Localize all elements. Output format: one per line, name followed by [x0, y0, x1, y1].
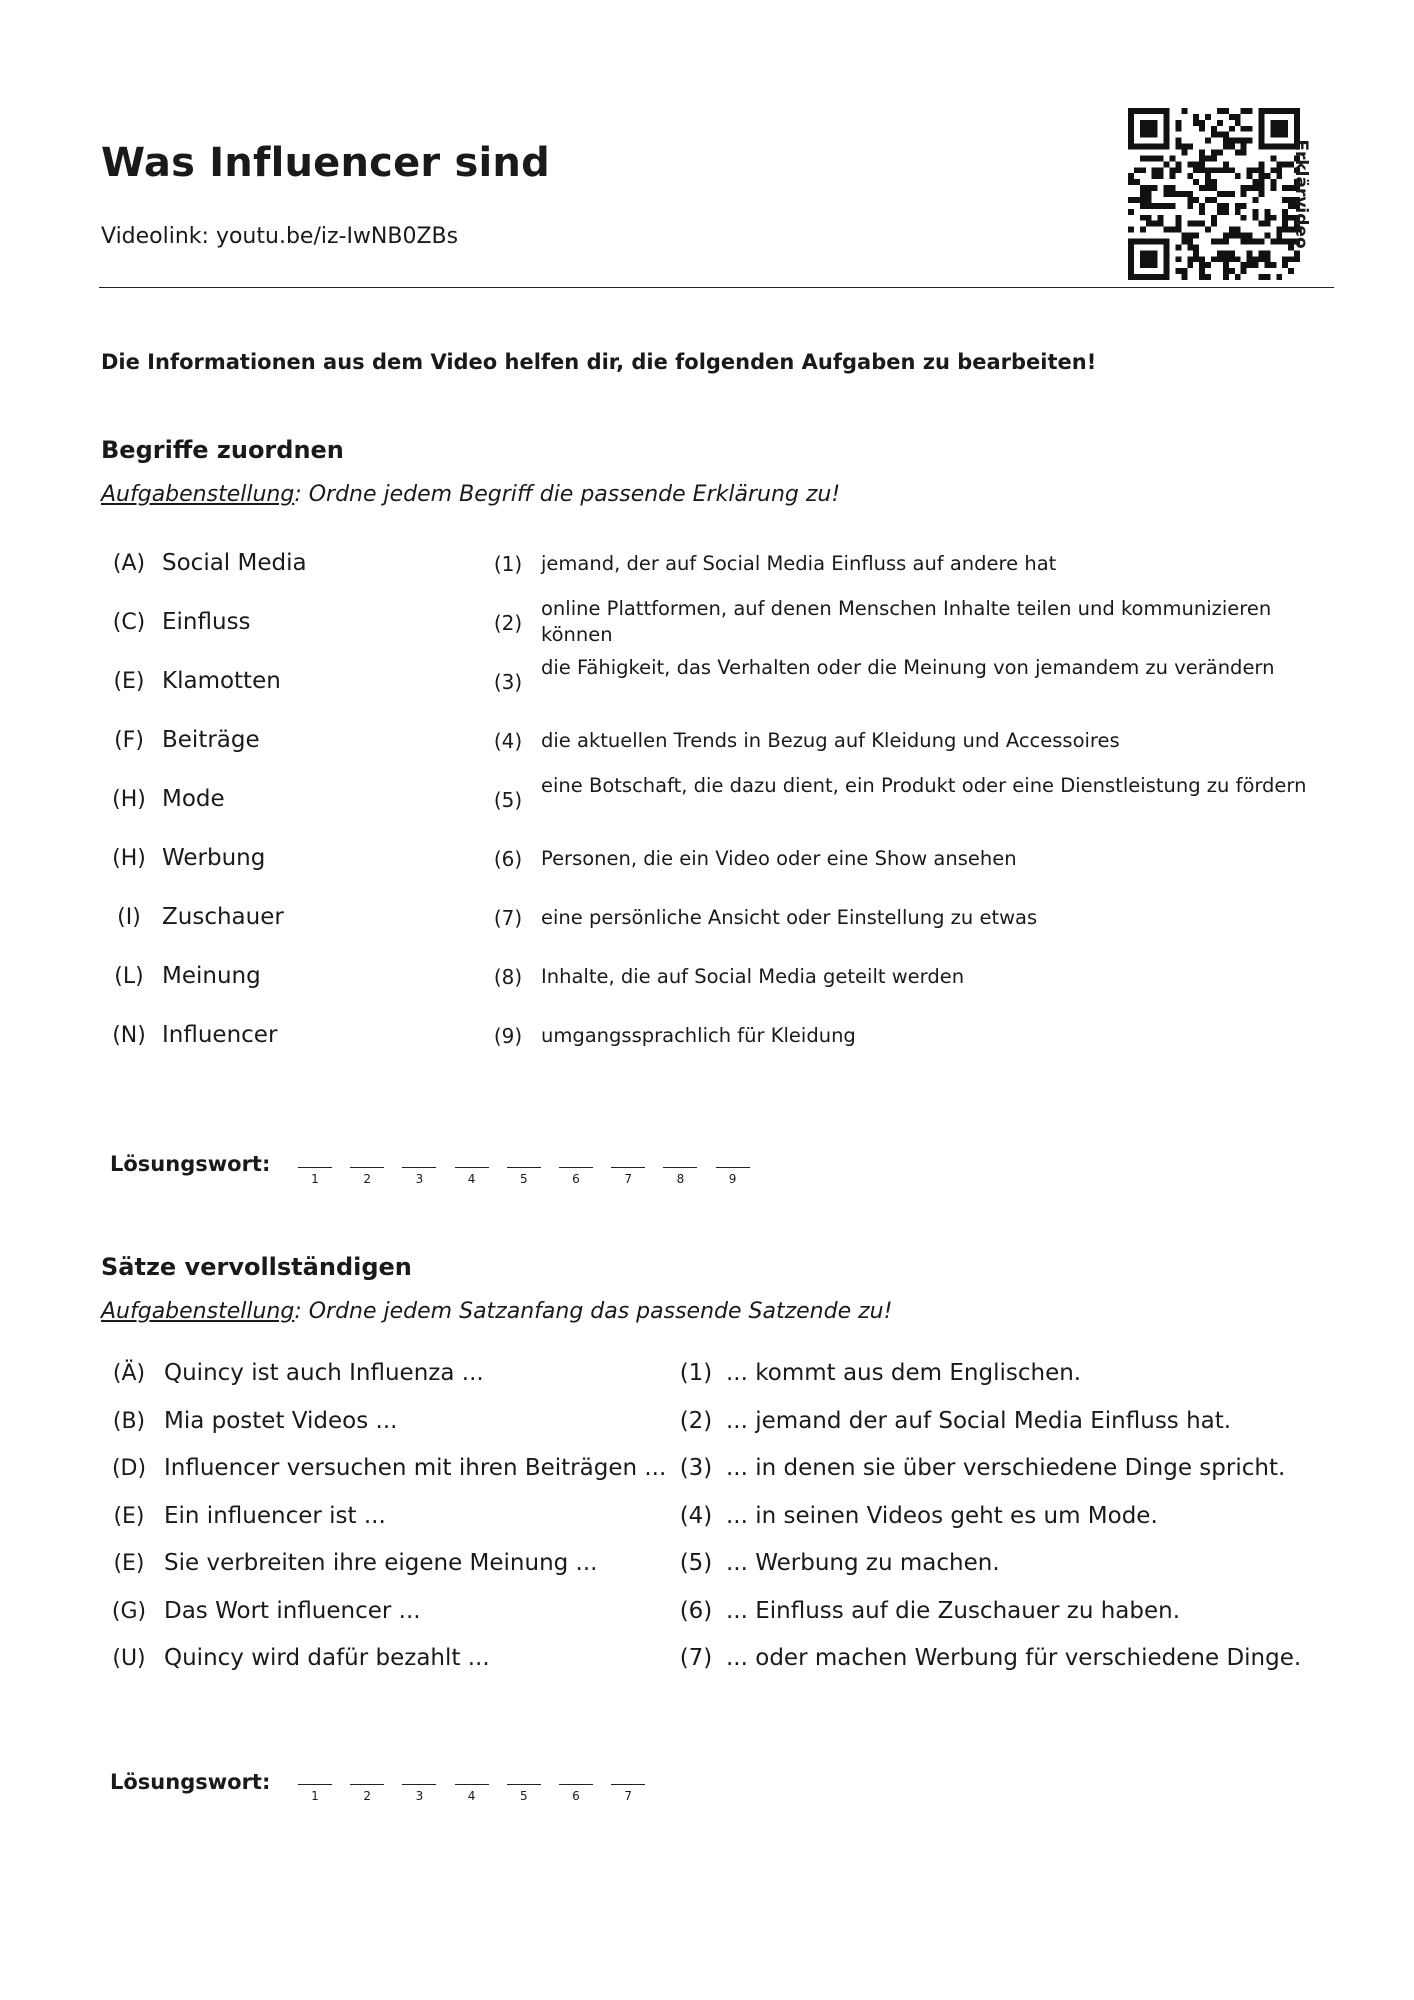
- blank-line: [716, 1167, 750, 1168]
- blank-line: [402, 1784, 436, 1785]
- blank-index: 1: [311, 1789, 319, 1803]
- solution-blank[interactable]: [350, 1784, 384, 1803]
- solution-blank[interactable]: [455, 1784, 489, 1803]
- sentence-end-text: ... jemand der auf Social Media Einfluss hat.: [726, 1407, 1232, 1434]
- blank-index: 6: [572, 1172, 580, 1186]
- term-label: Meinung: [162, 963, 261, 989]
- term-label: Beiträge: [162, 727, 260, 753]
- explanation-text: Inhalte, die auf Social Media geteilt werden: [541, 965, 965, 988]
- term-letter: (H): [112, 846, 146, 871]
- blank-index: 7: [624, 1172, 632, 1186]
- explanation-text: umgangssprachlich für Kleidung: [541, 1024, 856, 1047]
- sentence-start-letter: (G): [111, 1598, 147, 1624]
- sentence-end-number: (7): [679, 1645, 713, 1671]
- solution-blank[interactable]: [507, 1784, 541, 1803]
- sentence-end-text: ... oder machen Werbung für verschiedene Dinge.: [726, 1645, 1302, 1671]
- blank-line: [455, 1784, 489, 1785]
- sentence-end-number: (2): [679, 1407, 713, 1434]
- blank-line: [402, 1167, 436, 1168]
- section1-title: Begriffe zuordnen: [101, 436, 344, 464]
- sentence-start-text: Ein influencer ist ...: [164, 1502, 386, 1529]
- blank-index: 7: [624, 1789, 632, 1803]
- sentence-start-text: Sie verbreiten ihre eigene Meinung ...: [164, 1550, 598, 1576]
- sentence-end-number: (5): [679, 1550, 713, 1576]
- header-divider: [99, 287, 1334, 288]
- term-label: Einfluss: [162, 609, 251, 635]
- explanation-number: (2): [493, 611, 523, 635]
- section1-task: [101, 482, 840, 507]
- blank-index: 4: [467, 1172, 476, 1186]
- explanation-text: eine persönliche Ansicht oder Einstellung zu etwas: [541, 906, 1038, 929]
- term-letter: (L): [114, 964, 144, 989]
- blank-line: [507, 1784, 541, 1785]
- blank-line: [559, 1167, 593, 1168]
- blank-index: 3: [415, 1789, 424, 1803]
- blank-index: 5: [519, 1172, 528, 1186]
- blank-index: 2: [363, 1789, 371, 1803]
- sentence-start-letter: (U): [112, 1646, 146, 1671]
- term-letter: (C): [112, 610, 146, 635]
- sentence-end-text: ... in denen sie über verschiedene Dinge spricht.: [726, 1455, 1286, 1481]
- task-text: : Ordne jedem Begriff die passende Erklärung zu!: [294, 482, 841, 507]
- blank-line: [611, 1167, 645, 1168]
- blank-index: 2: [363, 1172, 371, 1186]
- section2-title: Sätze vervollständigen: [101, 1253, 412, 1281]
- sentence-end-number: (4): [679, 1502, 713, 1529]
- sentence-end-text: ... in seinen Videos geht es um Mode.: [726, 1502, 1158, 1529]
- blank-line: [559, 1784, 593, 1785]
- video-link[interactable]: Videolink: youtu.be/iz-IwNB0ZBs: [101, 224, 459, 249]
- sentence-start-letter: (E): [113, 1551, 145, 1576]
- explanation-text: Personen, die ein Video oder eine Show ansehen: [541, 847, 1017, 870]
- solution-word-label-2: Lösungswort:: [110, 1770, 271, 1794]
- qr-code-icon: [1128, 108, 1300, 280]
- blank-line: [298, 1784, 332, 1785]
- task-text: : Ordne jedem Satzanfang das passende Satzende zu!: [294, 1299, 893, 1324]
- blank-line: [507, 1167, 541, 1168]
- blank-line: [455, 1167, 489, 1168]
- term-letter: (A): [112, 551, 146, 576]
- explanation-number: (3): [493, 670, 523, 694]
- explanation-text: online Plattformen, auf denen Menschen Inhalte teilen und kommunizieren können: [541, 597, 1272, 646]
- qr-caption: Erklärvideo: [1291, 139, 1311, 249]
- term-label: Mode: [162, 786, 225, 812]
- sentence-end-number: (1): [679, 1360, 713, 1386]
- term-letter: (I): [117, 905, 141, 930]
- sentence-start-text: Quincy ist auch Influenza ...: [164, 1360, 484, 1386]
- sentence-start-letter: (D): [111, 1456, 147, 1481]
- explanation-text: die aktuellen Trends in Bezug auf Kleidung und Accessoires: [541, 729, 1120, 752]
- solution-blank[interactable]: [559, 1167, 593, 1186]
- explanation-number: (8): [493, 965, 523, 989]
- solution-blank[interactable]: [350, 1167, 384, 1186]
- task-label: Aufgabenstellung: [101, 482, 295, 507]
- sentence-end-text: ... kommt aus dem Englischen.: [726, 1360, 1082, 1386]
- task-label: Aufgabenstellung: [101, 1299, 295, 1324]
- sentence-start-letter: (E): [113, 1503, 145, 1529]
- blank-index: 9: [728, 1172, 737, 1186]
- sentence-end-number: (6): [679, 1597, 713, 1624]
- sentence-start-letter: (B): [112, 1408, 146, 1434]
- solution-word-label-1: Lösungswort:: [110, 1152, 271, 1176]
- blank-index: 4: [467, 1789, 476, 1803]
- sentence-end-text: ... Werbung zu machen.: [726, 1550, 1000, 1576]
- blank-line: [350, 1784, 384, 1785]
- solution-blank[interactable]: [402, 1167, 436, 1186]
- explanation-text: eine Botschaft, die dazu dient, ein Produkt oder eine Dienstleistung zu fördern: [541, 774, 1307, 797]
- term-letter: (H): [112, 787, 146, 812]
- solution-blank[interactable]: [611, 1167, 645, 1186]
- blank-index: 6: [572, 1789, 580, 1803]
- blank-line: [350, 1167, 384, 1168]
- explanation-number: (4): [493, 729, 523, 753]
- explanation-number: (9): [493, 1024, 523, 1048]
- solution-blank[interactable]: [559, 1784, 593, 1803]
- blank-line: [663, 1167, 697, 1168]
- solution-blank[interactable]: [611, 1784, 645, 1803]
- explanation-text: jemand, der auf Social Media Einfluss auf andere hat: [541, 552, 1057, 575]
- term-label: Social Media: [162, 550, 307, 576]
- sentence-start-text: Influencer versuchen mit ihren Beiträgen ...: [164, 1455, 667, 1481]
- blank-line: [611, 1784, 645, 1785]
- solution-blank[interactable]: [298, 1784, 332, 1803]
- term-label: Werbung: [162, 845, 266, 871]
- solution-blank[interactable]: [663, 1167, 697, 1186]
- sentence-start-text: Mia postet Videos ...: [164, 1407, 398, 1434]
- explanation-number: (6): [493, 847, 523, 871]
- term-letter: (N): [112, 1023, 146, 1048]
- term-label: Zuschauer: [162, 904, 284, 930]
- solution-blank[interactable]: [298, 1167, 332, 1186]
- explanation-number: (7): [493, 906, 523, 930]
- solution-blank[interactable]: [507, 1167, 541, 1186]
- term-letter: (E): [113, 669, 145, 694]
- blank-index: 3: [415, 1172, 424, 1186]
- blank-index: 1: [311, 1172, 319, 1186]
- intro-text: Die Informationen aus dem Video helfen dir, die folgenden Aufgaben zu bearbeiten!: [101, 350, 1097, 374]
- explanation-text: die Fähigkeit, das Verhalten oder die Meinung von jemandem zu verändern: [541, 656, 1275, 679]
- solution-blank[interactable]: [716, 1167, 750, 1186]
- explanation-number: (1): [493, 552, 523, 576]
- sentence-start-text: Das Wort influencer ...: [164, 1597, 421, 1624]
- term-label: Klamotten: [162, 668, 281, 694]
- sentence-start-letter: (Ä): [112, 1361, 146, 1386]
- term-label: Influencer: [162, 1022, 278, 1048]
- page-title: Was Influencer sind: [101, 140, 550, 186]
- solution-blank[interactable]: [402, 1784, 436, 1803]
- explanation-number: (5): [493, 788, 523, 812]
- section2-task: [101, 1299, 892, 1324]
- blank-line: [298, 1167, 332, 1168]
- blank-index: 5: [519, 1789, 528, 1803]
- blank-index: 8: [676, 1172, 685, 1186]
- sentence-end-text: ... Einfluss auf die Zuschauer zu haben.: [726, 1597, 1181, 1624]
- sentence-start-text: Quincy wird dafür bezahlt ...: [164, 1645, 490, 1671]
- term-letter: (F): [114, 728, 144, 753]
- solution-blank[interactable]: [455, 1167, 489, 1186]
- sentence-end-number: (3): [679, 1455, 713, 1481]
